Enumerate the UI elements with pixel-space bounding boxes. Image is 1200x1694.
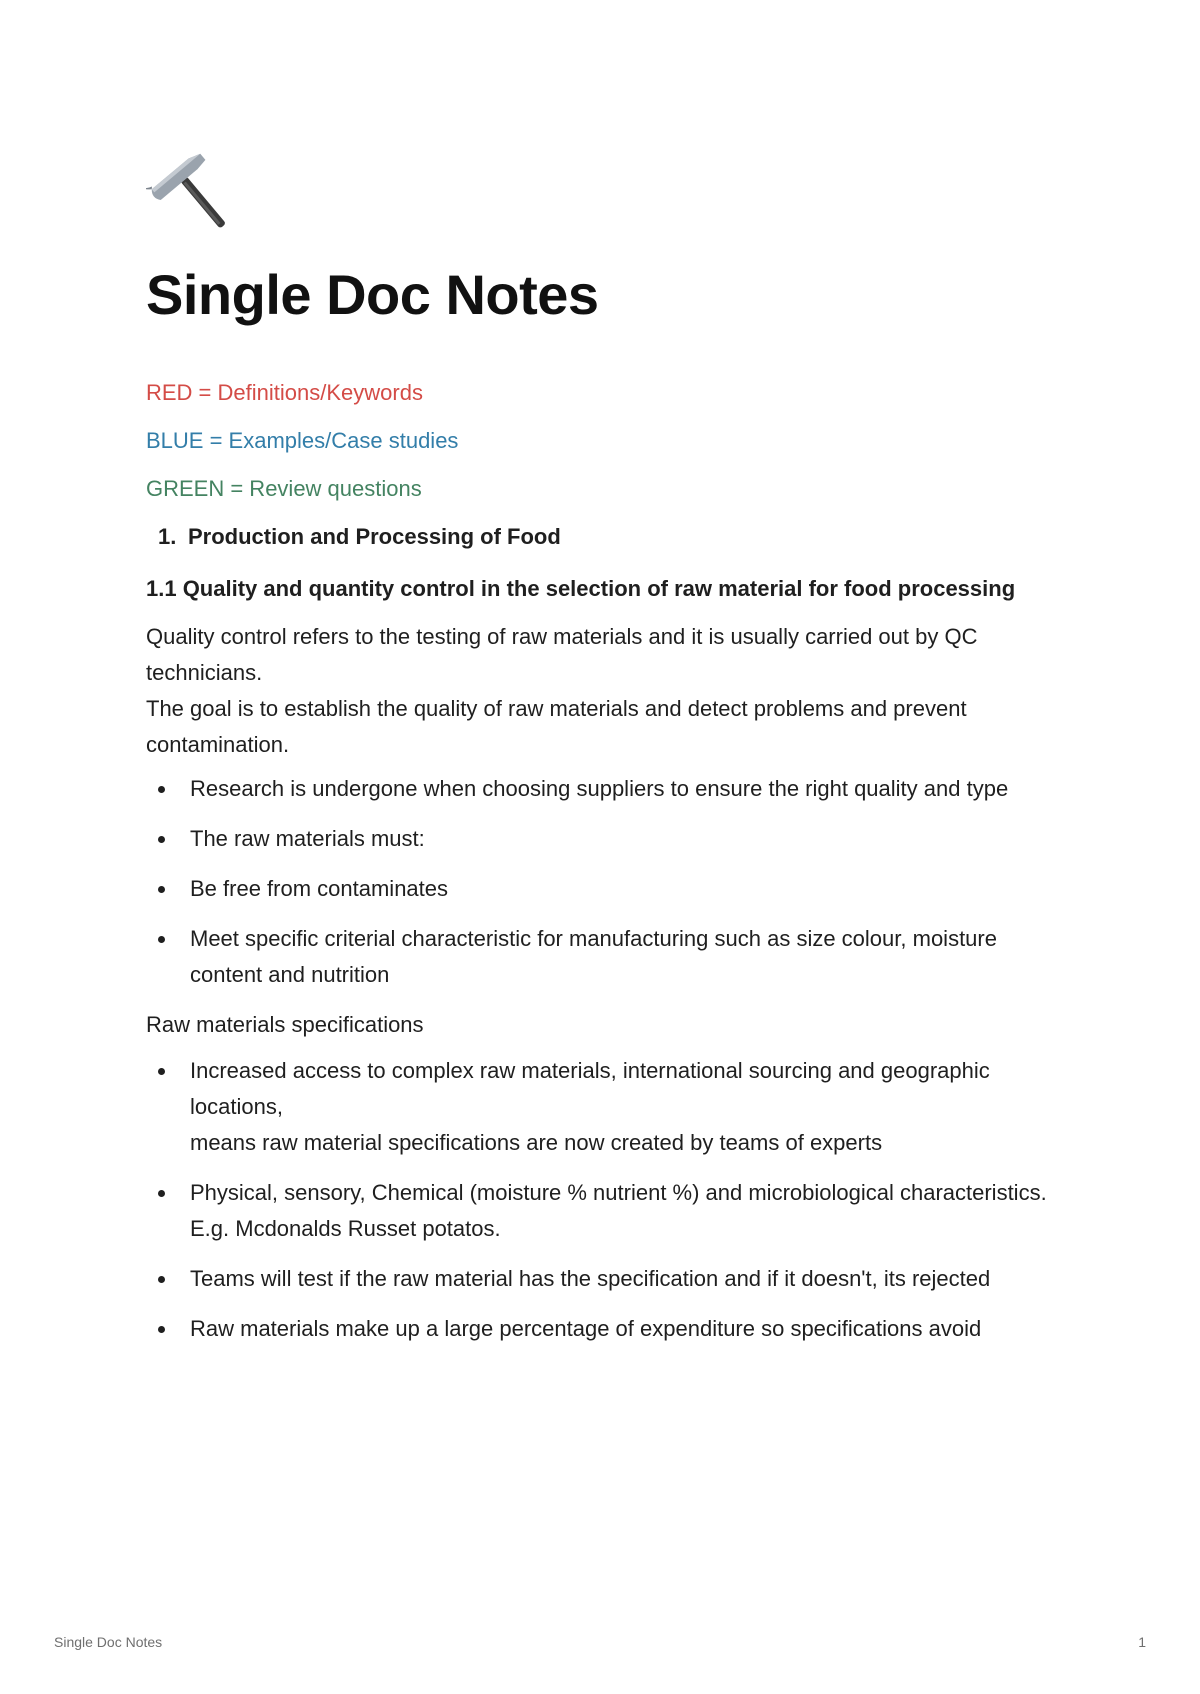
bullet-icon [158,936,165,943]
page-title: Single Doc Notes [146,263,599,326]
list-item [146,921,1066,993]
bullet-icon [158,1326,165,1333]
bullet-icon [158,836,165,843]
legend-red: RED = Definitions/Keywords [146,380,423,405]
list-item [146,1053,1066,1161]
list-item-text: Research is undergone when choosing suppliers to ensure the right quality and type [190,776,1009,801]
list-item-text: Be free from contaminates [190,876,449,901]
section-title: Production and Processing of Food [188,524,561,549]
list-item-text: Physical, sensory, Chemical (moisture % nutrient %) and microbiological characteristics. E.g. Mcdonalds Russet potatos. [190,1180,1047,1241]
legend-blue: BLUE = Examples/Case studies [146,428,459,453]
bullet-list-requirements [146,771,1066,993]
section-number: 1. [158,524,177,549]
bullet-icon [158,1190,165,1197]
footer-page-number: 1 [1138,1634,1146,1650]
list-item [146,871,1066,907]
footer-doc-name: Single Doc Notes [54,1634,163,1650]
spec-heading: Raw materials specifications [146,1012,424,1037]
paragraph-quality-control [146,619,1066,763]
list-item [146,771,1066,807]
bullet-icon [158,1276,165,1283]
list-item [146,1261,1066,1297]
bullet-list-specifications [146,1053,1066,1347]
hammer-icon [146,145,242,241]
list-item [146,821,1066,857]
section-heading [146,521,1066,553]
list-item-text: The raw materials must: [190,826,425,851]
paragraph-line: Quality control refers to the testing of raw materials and it is usually carried out by QC technicians. [146,624,978,685]
subsection-heading: 1.1 Quality and quantity control in the selection of raw material for food processing [146,576,1016,601]
list-item-text: means raw material specifications are now created by teams of experts [190,1130,883,1155]
list-item [146,1175,1066,1247]
list-item-text: Teams will test if the raw material has the specification and if it doesn't, its rejected [190,1266,991,1291]
list-item-text: Meet specific criterial characteristic for manufacturing such as size colour, moisture content and nutrition [190,926,997,987]
legend-green: GREEN = Review questions [146,476,422,501]
list-item-text: Raw materials make up a large percentage of expenditure so specifications avoid [190,1316,982,1341]
list-item-text: Increased access to complex raw materials, international sourcing and geographic locations, [190,1058,990,1119]
document-page [146,145,1066,1361]
paragraph-line: The goal is to establish the quality of raw materials and detect problems and prevent contamination. [146,696,967,757]
bullet-icon [158,886,165,893]
bullet-icon [158,1068,165,1075]
list-item [146,1311,1066,1347]
bullet-icon [158,786,165,793]
